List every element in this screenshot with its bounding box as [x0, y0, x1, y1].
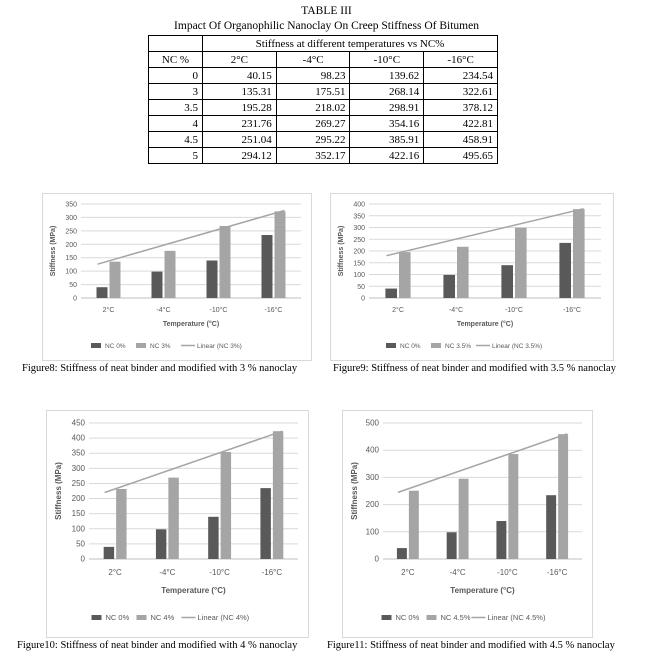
table-cell: 251.04 [203, 132, 277, 148]
bar-nc0 [208, 517, 218, 559]
table-cell: 234.54 [424, 68, 498, 84]
bar-modified [220, 226, 231, 298]
y-tick-label: 150 [65, 255, 77, 263]
y-axis-title: Stiffness (MPa) [50, 225, 57, 277]
bar-nc0 [156, 529, 166, 559]
table-header-cell: -16°C [424, 52, 498, 68]
x-tick-label: -10°C [209, 568, 230, 577]
legend-label: NC 3.5% [445, 343, 472, 350]
table-cell-nc: 0 [149, 68, 203, 84]
bar-modified [116, 489, 126, 559]
y-tick-label: 400 [71, 433, 85, 443]
table-cell: 231.76 [203, 116, 277, 132]
legend-label: NC 0% [105, 343, 126, 350]
chart-figure9 [330, 193, 614, 361]
bar-modified [508, 454, 518, 559]
table-cell: 495.65 [424, 148, 498, 164]
y-tick-label: 250 [353, 236, 365, 244]
table-header-cell: -10°C [350, 52, 424, 68]
legend-swatch [431, 343, 441, 348]
bar-modified [399, 252, 411, 298]
x-tick-label: 2°C [392, 307, 404, 314]
x-tick-label: -16°C [563, 307, 581, 314]
chart-svg [343, 411, 592, 637]
chart-svg [47, 411, 308, 637]
bar-nc0 [104, 547, 114, 559]
table-cell-nc: 4 [149, 116, 203, 132]
y-tick-label: 350 [353, 213, 365, 221]
legend-label: NC 4% [150, 613, 175, 622]
x-axis-title: Temperature (°C) [162, 321, 220, 328]
y-tick-label: 200 [65, 241, 77, 249]
table-caption-title: Impact Of Organophilic Nanoclay On Creep Stiffness Of Bitumen [174, 20, 479, 32]
y-tick-label: 300 [353, 225, 365, 232]
table-header-cell: NC % [149, 52, 203, 68]
y-tick-label: 300 [71, 463, 85, 473]
x-tick-label: -4°C [159, 568, 176, 577]
table-cell: 354.16 [350, 116, 424, 132]
bar-modified [165, 251, 176, 298]
x-tick-label: -16°C [264, 307, 283, 314]
y-tick-label: 50 [69, 282, 77, 290]
table-row [149, 116, 498, 132]
table-cell: 40.15 [203, 68, 277, 84]
table-cell: 294.12 [203, 148, 277, 164]
table-cell: 378.12 [424, 100, 498, 116]
y-axis-title: Stiffness (MPa) [350, 462, 359, 520]
legend-label: Linear (NC 4%) [197, 613, 250, 622]
bar-nc0 [546, 495, 556, 559]
bar-modified [459, 479, 469, 559]
bar-nc0 [443, 275, 455, 298]
bar-nc0 [447, 532, 457, 559]
legend-label: Linear (NC 4.5%) [487, 613, 546, 622]
bar-nc0 [385, 289, 397, 298]
table-row [149, 84, 498, 100]
table-cell: 268.14 [350, 84, 424, 100]
bar-nc0 [97, 287, 108, 298]
y-tick-label: 100 [365, 527, 379, 537]
y-tick-label: 300 [365, 472, 379, 482]
bar-modified [573, 209, 585, 298]
y-tick-label: 100 [65, 268, 77, 276]
y-tick-label: 50 [357, 283, 365, 291]
table-cell: 322.61 [424, 84, 498, 100]
legend-swatch [137, 615, 147, 620]
table-cell: 298.91 [350, 100, 424, 116]
figure10-caption: Figure10: Stiffness of neat binder and modified with 4 % nanoclay [17, 640, 298, 651]
x-axis-title: Temperature (°C) [456, 321, 514, 328]
bar-modified [168, 478, 178, 559]
table-cell: 139.62 [350, 68, 424, 84]
bar-modified [558, 434, 568, 559]
y-tick-label: 0 [80, 554, 85, 564]
y-tick-label: 400 [353, 201, 365, 209]
legend-label: Linear (NC 3%) [197, 343, 242, 350]
x-tick-label: 2°C [102, 307, 115, 314]
trend-line [398, 434, 567, 492]
table-empty-corner [149, 36, 203, 52]
trend-line [98, 210, 285, 264]
bar-nc0 [207, 261, 218, 298]
bar-modified [110, 262, 121, 298]
table-row [149, 100, 498, 116]
table-cell: 422.16 [350, 148, 424, 164]
legend-label: NC 3% [150, 343, 171, 350]
table-cell-nc: 4.5 [149, 132, 203, 148]
y-tick-label: 200 [365, 500, 379, 510]
table-cell: 175.51 [276, 84, 350, 100]
table-cell-nc: 3 [149, 84, 203, 100]
x-tick-label: -4°C [449, 568, 466, 577]
y-tick-label: 250 [65, 228, 77, 236]
table-caption-number: TABLE III [301, 5, 352, 17]
table-cell: 218.02 [276, 100, 350, 116]
bar-modified [273, 431, 283, 559]
x-tick-label: -16°C [546, 568, 568, 577]
bar-nc0 [397, 548, 407, 559]
table-cell: 295.22 [276, 132, 350, 148]
table-group-header: Stiffness at different temperatures vs NC% [203, 36, 498, 52]
chart-svg [331, 194, 613, 360]
figure8-caption: Figure8: Stiffness of neat binder and modified with 3 % nanoclay [22, 363, 298, 374]
y-tick-label: 350 [65, 201, 77, 209]
table-cell: 422.81 [424, 116, 498, 132]
y-tick-label: 100 [353, 272, 365, 279]
table-cell-nc: 3.5 [149, 100, 203, 116]
table-cell: 135.31 [203, 84, 277, 100]
y-tick-label: 50 [76, 539, 85, 549]
x-tick-label: -10°C [209, 307, 228, 314]
stiffness-table [148, 35, 498, 164]
legend-label: NC 0% [395, 613, 420, 622]
x-axis-title: Temperature (°C) [450, 586, 515, 595]
legend-label: NC 0% [105, 613, 130, 622]
table-cell: 98.23 [276, 68, 350, 84]
y-tick-label: 150 [71, 509, 85, 519]
bar-nc0 [262, 235, 273, 298]
legend-swatch [427, 615, 437, 620]
table-cell: 269.27 [276, 116, 350, 132]
y-tick-label: 200 [353, 248, 365, 256]
y-tick-label: 100 [71, 524, 85, 534]
table-group-header-row [149, 36, 498, 52]
chart-figure8 [42, 193, 312, 361]
chart-svg [43, 194, 311, 360]
x-tick-label: -16°C [261, 568, 283, 577]
table-row [149, 132, 498, 148]
chart-figure11 [342, 410, 593, 638]
legend-swatch [136, 343, 146, 348]
bar-modified [515, 228, 527, 298]
table-header-cell: -4°C [276, 52, 350, 68]
y-axis-title: Stiffness (MPa) [338, 225, 345, 277]
table-cell: 385.91 [350, 132, 424, 148]
x-tick-label: 2°C [401, 568, 415, 577]
y-tick-label: 400 [365, 445, 379, 455]
figure11-caption: Figure11: Stiffness of neat binder and modified with 4.5 % nanoclay [327, 640, 615, 651]
bar-modified [409, 491, 419, 559]
legend-swatch [382, 615, 392, 620]
y-tick-label: 300 [65, 214, 77, 222]
bar-nc0 [260, 488, 270, 559]
legend-label: NC 4.5% [440, 613, 471, 622]
x-tick-label: -4°C [156, 307, 171, 314]
bar-nc0 [501, 265, 513, 298]
legend-swatch [91, 343, 101, 348]
x-tick-label: 2°C [108, 568, 122, 577]
bar-modified [275, 211, 286, 298]
table-cell: 458.91 [424, 132, 498, 148]
bar-nc0 [152, 272, 163, 298]
y-tick-label: 450 [71, 418, 85, 428]
figure9-caption: Figure9: Stiffness of neat binder and modified with 3.5 % nanoclay [333, 363, 616, 374]
legend-swatch [386, 343, 396, 348]
x-tick-label: -4°C [448, 307, 464, 314]
legend-label: NC 0% [400, 343, 421, 350]
y-axis-title: Stiffness (MPa) [54, 462, 63, 520]
table-cell: 195.28 [203, 100, 277, 116]
table-cell: 352.17 [276, 148, 350, 164]
y-tick-label: 0 [73, 295, 77, 303]
bar-modified [221, 452, 231, 559]
y-tick-label: 0 [361, 295, 365, 303]
table-row [149, 68, 498, 84]
y-tick-label: 200 [71, 494, 85, 504]
table-header-cell: 2°C [203, 52, 277, 68]
x-tick-label: -10°C [505, 307, 523, 314]
y-tick-label: 500 [365, 418, 379, 428]
y-tick-label: 250 [71, 478, 85, 488]
legend-swatch [92, 615, 102, 620]
table-header-row [149, 52, 498, 68]
table-cell-nc: 5 [149, 148, 203, 164]
table-row [149, 148, 498, 164]
bar-modified [457, 247, 469, 298]
x-axis-title: Temperature (°C) [161, 586, 226, 595]
x-tick-label: -10°C [497, 568, 518, 577]
y-tick-label: 350 [71, 448, 85, 458]
y-tick-label: 0 [374, 554, 379, 564]
bar-nc0 [559, 243, 571, 298]
legend-label: Linear (NC 3.5%) [492, 343, 543, 350]
bar-nc0 [496, 521, 506, 559]
y-tick-label: 150 [353, 260, 365, 268]
chart-figure10 [46, 410, 309, 638]
